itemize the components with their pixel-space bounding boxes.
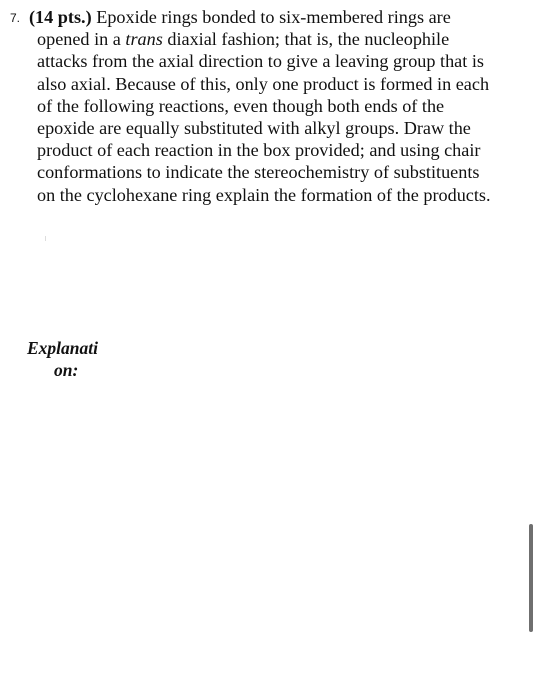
question-text bbox=[29, 6, 529, 206]
question-line-9: on the cyclohexane ring explain the formation of the products. bbox=[37, 184, 491, 205]
trans-term: trans bbox=[125, 29, 163, 50]
question-line-3: attacks from the axial direction to give a leaving group that is bbox=[37, 51, 484, 72]
explanation-label-part1: Explanati bbox=[27, 338, 98, 358]
question-line-4: also axial. Because of this, only one product is formed in each bbox=[37, 73, 490, 94]
explanation-label bbox=[27, 337, 98, 381]
question-line-1-text: Epoxide rings bonded to six-membered rings are bbox=[96, 7, 451, 27]
question-line-2-start: opened in a bbox=[37, 29, 121, 50]
question-number: 7. bbox=[10, 11, 21, 25]
question-line-5: of the following reactions, even though both ends of the bbox=[37, 95, 445, 116]
question-line-8: conformations to indicate the stereochemistry of substituents bbox=[37, 162, 480, 183]
question-line-1 bbox=[29, 6, 529, 28]
question-line-7: product of each reaction in the box provided; and using chair bbox=[37, 140, 481, 161]
stray-mark bbox=[45, 236, 46, 241]
question-line-2 bbox=[29, 28, 529, 50]
explanation-label-part2: on: bbox=[54, 360, 79, 380]
question-line-2-end: diaxial fashion; that is, the nucleophile bbox=[167, 29, 450, 50]
scrollbar-thumb[interactable] bbox=[529, 524, 533, 632]
question-line-6: epoxide are equally substituted with alkyl groups. Draw the bbox=[37, 118, 471, 139]
question-points: (14 pts.) bbox=[29, 7, 92, 27]
